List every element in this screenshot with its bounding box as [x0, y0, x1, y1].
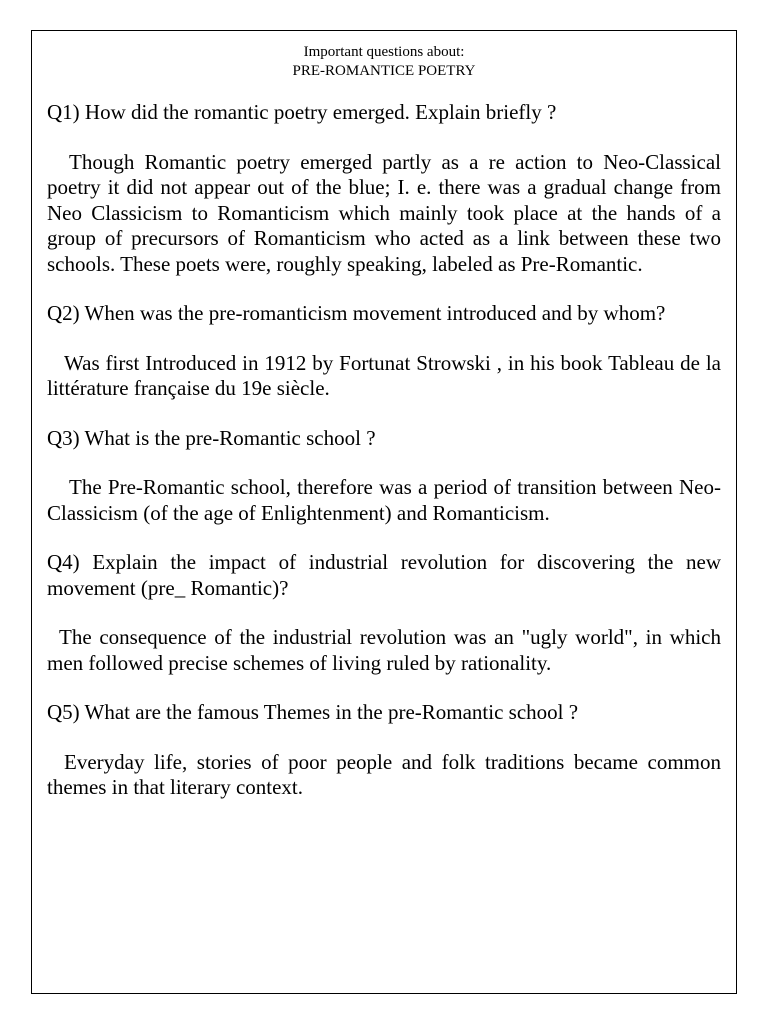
question-4: Q4) Explain the impact of industrial revolution for discovering the new movement (pre_ Romantic)? [47, 550, 721, 600]
question-1: Q1) How did the romantic poetry emerged. Explain briefly ? [47, 100, 557, 124]
answer-1: Though Romantic poetry emerged partly as a re action to Neo-Classical poetry it did not appear out of the blue; I. e. there was a gradual change from Neo Classicism to Romanticism which mainly took place at the hands of a group of precursors of Romanticism who acted as a link between these two schools. These poets were, roughly speaking, labeled as Pre-Romantic. [47, 149, 721, 276]
header-subtitle: Important questions about: [303, 44, 465, 60]
answer-3: The Pre-Romantic school, therefore was a period of transition between Neo-Classicism (of the age of Enlightenment) and Romanticism. [47, 475, 721, 525]
qa-content [47, 100, 721, 801]
answer-5: Everyday life, stories of poor people and folk traditions became common themes in that literary context. [47, 749, 721, 799]
question-3: Q3) What is the pre-Romantic school ? [47, 425, 376, 450]
header-title: PRE-ROMANTICE POETRY [292, 63, 476, 79]
answer-4: The consequence of the industrial revolution was an "ugly world", in which men followed precise schemes of living ruled by rationality. [47, 625, 721, 675]
question-2: Q2) When was the pre-romanticism movement introduced and by whom? [47, 301, 666, 325]
answer-2: Was first Introduced in 1912 by Fortunat Strowski , in his book Tableau de la littérature française du 19e siècle. [47, 350, 721, 400]
question-5: Q5) What are the famous Themes in the pre-Romantic school ? [47, 700, 579, 724]
document-header [31, 43, 737, 81]
